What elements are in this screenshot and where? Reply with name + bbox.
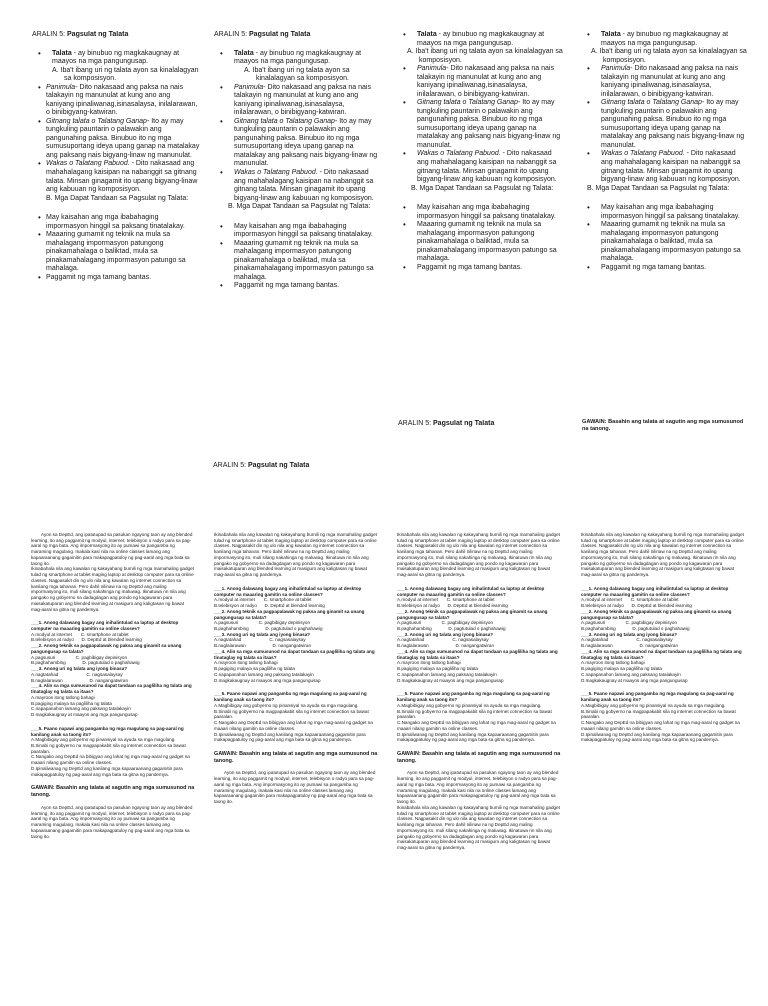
text-line: C.Nangako ang DepEd na bibigyan ang lahat ng mga mag-aaral ng gadget na maaari nilang gamitin sa online classes. bbox=[397, 720, 556, 731]
text-line: - Ito ay may tungkuling pauntarin o palawakin ang pangunahing paksa. Binubuo ito ng mga sumusuportang ideya upang ganap na matalakay ang paksang nais bigyang-linaw ng manunulat. bbox=[601, 99, 745, 149]
text-line: Panimula bbox=[234, 83, 264, 91]
text-line: ___4. Alin sa mga sumusunod na dapat tandaan sa pagliliha ng talata ang tinataglay ng talata sa itaas? bbox=[581, 648, 742, 660]
text-line: - Dito nakasaad ang mahahalagang kaisipan na nabanggit sa gitnang talata. Minsan ginagamit ito upang bigyang-linaw ang kabuuan ng komposisyon. bbox=[417, 150, 557, 184]
text-line: - ay binubuo ng magkakaugnay at maayos na mga pangungusap. bbox=[234, 49, 362, 66]
tip-item: • Maaaring gumamit ng teknik na mula sa mahalagang impormasyon patungong pinakamahalaga o baliktad, mula sa pinakamahalagang impormasyon patungo sa mahalaga. bbox=[581, 221, 749, 264]
text-line: - Dito nakasaad ang mahahalagang kaisipan na nabanggit sa gitnang talata. Minsan ginagamit ito upang bigyang-linaw ang kabuuan ng komposisyon. bbox=[234, 168, 374, 202]
talata-definition bbox=[581, 31, 749, 48]
wakas-item bbox=[581, 150, 749, 184]
text-line: B.pagiging malaya sa pagliliha ng talata bbox=[31, 700, 112, 706]
text-line: B.naglalarawan D. nangangatwiran bbox=[31, 677, 129, 683]
text-line: - ay binubuo ng magkakaugnay at maayos na mga pangungusap. bbox=[601, 31, 729, 47]
text-line: A.Magbibigay ang gobyerno ng pinansiyal na ayuda sa mga magulang. bbox=[581, 702, 726, 708]
outline-column-1 bbox=[32, 31, 200, 381]
text-line: Wakas o Talatang Pabuod. bbox=[601, 150, 685, 158]
text-line: A.Magbibigay ang gobyerno ng pinansiyal na ayuda sa mga magulang. bbox=[397, 702, 542, 708]
text-line: ARALIN 5: bbox=[213, 462, 249, 469]
text-line: ___1. Anong dalawang bagay ang inihalintulad sa laptop at desktop computer na maaaring gamitin sa online classes? bbox=[397, 585, 545, 597]
tip-item: • Paggamit ng mga tamang bantas. bbox=[32, 274, 200, 283]
text-line: Wakas o Talatang Pabuod. bbox=[417, 150, 501, 158]
text-line: B.telebisyon at radyo D. DepEd at blended learning bbox=[581, 603, 692, 609]
text-line: - Dito nakasaad ang paksa na nais talakayin ng manunulat at kung ano ang kaniyang ipinaliwanag,isinasalaysa, inilalarawan, o binibigyang-katwiran. bbox=[234, 83, 371, 117]
text-line: Panimula bbox=[46, 83, 76, 91]
lesson-header bbox=[214, 31, 382, 40]
text-line: ___4. Alin sa mga sumusunod na dapat tandaan sa pagliliha ng talata ang tinataglay ng talata sa itaas? bbox=[214, 648, 375, 660]
text-line: A.modyul at internet C. smartphone at tablet bbox=[214, 597, 312, 603]
text-line: D.Ipinaliwanag ng DepEd ang kanilang mga kapaaraanang gagamitin para makapagpatuloy ng pag-aaral ang mga bata sa gitna ng pandemya. bbox=[214, 731, 366, 743]
passage-p2: Ikinabahala nila ang kawalan ng kakayahang bumili ng mga mamahaling gadget tulad ng smartphone at tablet maging laptop at desktop computer para sa online classes. Nagpasakit din ng ulo nila ang kawalan ng internet connection sa kanilang mga tahanan. Pero dahil nilinaw na ng DepEd ang maling impormasyong ito, muli silang nakahinga ng maluwag. Ikinatuwa rin nila ang pangako ng gobyerno na dadagdagan ang pondo ng kagawaran para maisakatuparan ang blended learning at masiguro ang kaligtasan ng bawat mag-aaral sa gitna ng pandemya. bbox=[31, 566, 194, 612]
text-line: GAWAIN: Basahin ang talata at sagutin ang mga sumusunod na tanong. bbox=[397, 750, 561, 764]
text-line: - Ito ay may tungkuling pauntarin o palawakin ang pangunahing paksa. Binubuo ito ng mga sumusuportang ideya upang ganap na matalakay ang paksang nais bigyang-linaw ng manunulat. bbox=[417, 99, 561, 149]
text-line: ___2. Anong teknik sa pagpapalawak ng paksa ang ginamit sa unang pangungusap sa talata? bbox=[581, 608, 732, 620]
text-line: - Dito nakasaad ang mahahalagang kaisipan na nabanggit sa gitnang talata. Minsan ginagamit ito upang bigyang-linaw ang kabuuan ng komposisyon. bbox=[601, 150, 741, 184]
panimula-item bbox=[32, 84, 200, 118]
text-line: Gitnang talata o Talatang Ganap bbox=[46, 117, 147, 125]
text-line: C.Nangako ang DepEd na bibigyan ang lahat ng mga mag-aaral ng gadget na maaari nilang gamitin sa online classes. bbox=[31, 754, 190, 766]
text-line: C.Nangako ang DepEd na bibigyan ang lahat ng mga mag-aaral ng gadget na maaari nilang gamitin sa online classes. bbox=[214, 720, 373, 731]
point-b: B. Mga Dapat Tandaan sa Pagsulat ng Talata: bbox=[228, 203, 371, 211]
text-line: Talata bbox=[601, 31, 621, 38]
text-line: Talata bbox=[52, 49, 72, 57]
text-line: - Dito nakasaad ang paksa na nais talakayin ng manunulat at kung ano ang kaniyang ipinaliwanag,isinasalaysa, inilalarawan, o binibigyang-katwiran. bbox=[601, 65, 738, 98]
outline-column-3 bbox=[397, 31, 565, 361]
text-line: B.paghahambing D. pagtutulad o paghahawig bbox=[397, 626, 506, 632]
text-line: ___2. Anong teknik sa pagpapalawak ng paksa ang ginamit sa unang pangungusap sa talata? bbox=[397, 608, 548, 620]
text-line: ___5. Paano napawi ang pangamba ng mga magulang sa pag-aaral ng kanilang anak sa taong ito? bbox=[397, 691, 550, 703]
text-line: Wakas o Talatang Pabuod. bbox=[46, 160, 130, 168]
text-line: ___2. Anong teknik sa pagpapalawak ng paksa ang ginamit sa unang pangungusap sa talata? bbox=[214, 608, 365, 620]
text-line: A.Magbibigay ang gobyerno ng pinansiyal na ayuda sa mga magulang. bbox=[214, 702, 359, 708]
question-5: ___5. Paano napawi ang pangamba ng mga magulang sa pag-aaral ng kanilang anak sa taong ito? bbox=[31, 725, 184, 737]
text-line: A.mayroon itong tatlong bahagi bbox=[214, 660, 278, 666]
text-line: Pagsulat ng Talata bbox=[248, 462, 310, 469]
quiz-column-2 bbox=[214, 532, 378, 1006]
text-line: A.nagtatahad C. nagsasalaysay bbox=[31, 671, 123, 677]
question-1: ___1. Anong dalawang bagay ang inihalintulad sa laptop at desktop computer na maaaring gamitin sa online classes? bbox=[31, 620, 179, 632]
text-line: Ayon sa DepEd, ang ipatutupad sa pasukan ngayong taon ay ang blended learning, ito ang paggamit ng modyul, internet, telebisyon o radyo para sa pag-aaral ng mga bata. Ang impormasyong ito ay pumawi sa pangamba ng maraming magulang. Inakala kasi nila na online classes lamang ang kapaaraanang gagamitin para makapagpatuloy ng pag-aaral ang mga bata sa taong ito. bbox=[31, 804, 193, 839]
tip-item: • Paggamit ng mga tamang bantas. bbox=[397, 264, 565, 273]
text-line: Gitnang talata o Talatang Ganap bbox=[417, 99, 518, 107]
tip-item: • Paggamit ng mga tamang bantas. bbox=[214, 282, 382, 291]
point-a: A. Iba't ibang uri ng talata ayon sa kinalalagyan sa komposisyon. bbox=[52, 66, 199, 83]
text-line: Gitnang talata o Talatang Ganap bbox=[234, 117, 335, 125]
quiz-column-4 bbox=[581, 532, 745, 792]
quiz-column-1 bbox=[31, 532, 195, 1006]
text-line: - Dito nakasaad ang paksa na nais talakayin ng manunulat at kung ano ang kaniyang ipinaliwanag,isinasalaysa, inilalarawan, o binibigyang-katwiran. bbox=[417, 65, 554, 98]
text-line: Pagsulat ng Talata bbox=[433, 420, 495, 427]
text-line: Gitnang talata o Talatang Ganap bbox=[601, 99, 702, 107]
text-line: Ikinabahala nila ang kawalan ng kakayahang bumili ng mga mamahaling gadget tulad ng smartphone at tablet maging laptop at desktop computer para sa online classes. Nagpasakit din ng ulo nila ang kawalan ng internet connection sa kanilang mga tahanan. Pero dahil nilinaw na ng DepEd ang maling impormasyong ito, muli silang nakahinga ng maluwag. Ikinatuwa rin nila ang pangako ng gobyerno na dadagdagan ang pondo ng kagawaran para maisakatuparan ang blended learning at masiguro ang kaligtasan ng bawat mag-aaral sa gitna ng pandemya. bbox=[397, 804, 560, 851]
text-line: D.Ipinaliwanag ng DepEd ang kanilang mga kapaaraanang gagamitin para makapagpatuloy ng pag-aaral ang mga bata sa gitna ng pandemya. bbox=[581, 731, 733, 743]
point-b: B. Mga Dapat Tandaan sa Pagsulat ng Talata: bbox=[46, 194, 189, 202]
text-line: ARALIN 5: bbox=[398, 420, 434, 427]
text-line: ___3. Anong uri ng talata ang iyong binasa? bbox=[581, 631, 678, 637]
point-b: B. Mga Dapat Tandaan sa Pagsulat ng Talata: bbox=[587, 184, 730, 192]
panimula-item bbox=[214, 84, 382, 118]
text-line: Ikinabahala nila ang kawalan ng kakayahang bumili ng mga mamahaling gadget tulad ng smartphone at tablet maging laptop at desktop computer para sa online classes. Nagpasakit din ng ulo nila ang kawalan ng internet connection sa kanilang mga tahanan. Pero dahil nilinaw na ng DepEd ang maling impormasyong ito, muli silang nakahinga ng maluwag. Ikinatuwa rin nila ang pangako ng gobyerno na dadagdagan ang pondo ng kagawaran para maisakatuparan ang blended learning at masiguro ang kaligtasan ng bawat mag-aaral sa gitna ng pandemya. bbox=[397, 532, 560, 578]
text-line: Wakas o Talatang Pabuod. bbox=[234, 168, 318, 176]
text-line: B.Sinabi ng gobyerno na magpapakabit sila ng internet connection sa bawat paaralan. bbox=[31, 742, 186, 754]
outline-column-4 bbox=[581, 31, 749, 361]
text-line: - Dito nakasaad ang mahahalagang kaisipan na nabanggit sa gitnang talata. Minsan ginagamit ito upang bigyang-linaw ang kabuuan ng komposisyon. bbox=[46, 160, 198, 194]
text-line: Pagsulat ng Talata bbox=[67, 31, 129, 38]
text-line: B.Sinabi ng gobyerno na magpapakabit sila ng internet connection sa bawat paaralan. bbox=[214, 708, 369, 720]
wakas-item bbox=[214, 169, 382, 203]
text-line: - Ito ay may tungkuling pauntarin o palawakin ang pangunahing paksa. Binubuo ito ng mga sumusuportang ideya upang ganap na matalakay ang paksang nais bigyang-linaw ng manunulat. bbox=[234, 117, 378, 168]
text-line: A.nagtatahad C. nagsasalaysay bbox=[397, 637, 489, 643]
panimula-item bbox=[397, 65, 565, 99]
text-line: A.nagtatahad C. nagsasalaysay bbox=[214, 637, 306, 643]
text-line: A.mayroon itong tatlong bahagi bbox=[581, 660, 645, 666]
text-line: A.pagsusuri C. pagbibigay depinisyon bbox=[397, 620, 494, 626]
text-line: B.pagiging malaya sa pagliliha ng talata bbox=[397, 666, 478, 672]
text-line: Ayon sa DepEd, ang ipatutupad sa pasukan ngayong taon ay ang blended learning, ito ang paggamit ng modyul, internet, telebisyon o radyo para sa pag-aaral ng mga bata. Ang impormasyong ito ay pumawi sa pangamba ng maraming magulang. Inakala kasi nila na online classes lamang ang kapaaraanang gagamitin para makapagpatuloy ng pag-aaral ang mga bata sa taong ito. bbox=[214, 770, 376, 805]
tip-item: • May kaisahan ang mga ibabahaging impormasyon hinggil sa paksang tinatalakay. bbox=[214, 223, 382, 240]
text-line: C.Nangako ang DepEd na bibigyan ang lahat ng mga mag-aaral ng gadget na maaari nilang gamitin sa online classes. bbox=[581, 720, 740, 731]
text-line: B.telebisyon at radyo D. DepEd at blended learning bbox=[397, 603, 508, 609]
point-b: B. Mga Dapat Tandaan sa Pagsulat ng Talata: bbox=[411, 184, 554, 192]
gitna-item bbox=[397, 99, 565, 150]
text-line: B.naglalarawan D. nangangatwiran bbox=[214, 643, 312, 649]
tip-item: • Paggamit ng mga tamang bantas. bbox=[581, 264, 749, 273]
passage-p1: Ayon sa DepEd, ang ipatutupad sa pasukan ngayong taon ay ang blended learning, ito ang paggamit ng modyul, internet, telebisyon o radyo para sa pag-aaral ng mga bata. Ang impormasyong ito ay pumawi sa pangamba ng maraming magulang. Inakala kasi nila na online classes lamang ang kapaaraanang gagamitin para makapagpatuloy ng pag-aaral ang mga bata sa taong ito. bbox=[31, 532, 193, 566]
talata-definition bbox=[214, 50, 382, 67]
text-line: D.magkakaugnay at maayos ang mga pangungusap bbox=[31, 712, 138, 718]
point-a: A. Iba't ibang uri ng talata ayon sa kinalalagyan sa komposisyon. bbox=[244, 66, 350, 83]
text-line: D.magkakaugnay at maayos ang mga pangungusap bbox=[581, 677, 688, 683]
text-line: Talata bbox=[234, 49, 254, 57]
text-line: A.pagsusuri C. pagbibigay depinisyon bbox=[214, 620, 311, 626]
text-line: C.napapanahon lamang ang paksang tatalakayin bbox=[31, 706, 131, 712]
lesson-header-3 bbox=[398, 420, 568, 429]
text-line: C.napapanahon lamang ang paksang tatalakayin bbox=[214, 671, 314, 677]
point-a: A. Iba't ibang uri ng talata ayon sa kinalalagyan sa komposisyon. bbox=[407, 48, 563, 64]
text-line: - Dito nakasaad ang paksa na nais talakayin ng manunulat at kung ano ang kaniyang ipinaliwanag,isinasalaysa, inilalarawan, o binibigyang-katwiran. bbox=[46, 83, 198, 117]
talata-definition bbox=[32, 50, 200, 67]
text-line: B.naglalarawan D. nangangatwiran bbox=[397, 643, 495, 649]
text-line: Ikinabahala nila ang kawalan ng kakayahang bumili ng mga mamahaling gadget tulad ng smartphone at tablet maging laptop at desktop computer para sa online classes. Nagpasakit din ng ulo nila ang kawalan ng internet connection sa kanilang mga tahanan. Pero dahil nilinaw na ng DepEd ang maling impormasyong ito, muli silang nakahinga ng maluwag. Ikinatuwa rin nila ang pangako ng gobyerno na dadagdagan ang pondo ng kagawaran para maisakatuparan ang blended learning at masiguro ang kaligtasan ng bawat mag-aaral sa gitna ng pandemya. bbox=[214, 532, 377, 578]
text-line: A.Magbibigay ang gobyerno ng pinansiyal na ayuda sa mga magulang. bbox=[31, 737, 176, 743]
text-line: - ay binubuo ng magkakaugnay at maayos na mga pangungusap. bbox=[52, 49, 180, 66]
text-line: ARALIN 5: bbox=[214, 31, 250, 38]
lesson-header bbox=[32, 31, 200, 40]
outline-column-2 bbox=[214, 31, 382, 381]
text-line: ___3. Anong uri ng talata ang iyong binasa? bbox=[214, 631, 311, 637]
wakas-item bbox=[32, 160, 200, 194]
text-line: A.modyul at internet C. smartphone at tablet bbox=[397, 597, 495, 603]
tip-item: • May kaisahan ang mga ibabahaging impormasyon hinggil sa paksang tinatalakay. bbox=[581, 204, 749, 221]
tip-item: • Maaaring gumamit ng teknik na mula sa mahalagang impormasyon patungong pinakamahalaga o baliktad, mula sa pinakamahalagang impormasyon patungo sa mahalaga. bbox=[397, 221, 565, 264]
text-line: A.mayroon itong tatlong bahagi bbox=[397, 660, 461, 666]
text-line: C.napapanahon lamang ang paksang tatalakayin bbox=[581, 671, 681, 677]
text-line: ___4. Alin sa mga sumusunod na dapat tandaan sa pagliliha ng talata ang tinataglay ng talata sa itaas? bbox=[397, 648, 558, 660]
text-line: B.telebisyon at radyo D. DepEd at blended learning bbox=[214, 603, 325, 609]
lesson-header-2 bbox=[213, 462, 383, 471]
text-line: Panimula bbox=[601, 65, 631, 73]
text-line: ARALIN 5: bbox=[32, 31, 68, 38]
text-line: B.paghahambing D. pagtutulad o paghahawig bbox=[31, 660, 140, 666]
tip-item: • Maaaring gumamit ng teknik na mula sa mahalagang impormasyon patungong pinakamahalaga o baliktad, mula sa pinakamahalagang impormasyon patungo sa mahalaga. bbox=[32, 231, 200, 274]
quiz-column-3 bbox=[397, 532, 561, 1006]
gawain-label: GAWAIN: Basahin ang talata at sagutin ang mga sumusunod na tanong. bbox=[31, 785, 195, 799]
gitna-item bbox=[32, 118, 200, 161]
gitna-item bbox=[214, 118, 382, 169]
text-line: Talata bbox=[417, 31, 437, 38]
question-3: ___3. Anong uri ng talata ang iyong binasa? bbox=[31, 666, 128, 672]
text-line: D.Ipinaliwanag ng DepEd ang kanilang mga kapaaraanang gagamitin para makapagpatuloy ng pag-aaral ang mga bata sa gitna ng pandemya. bbox=[397, 731, 549, 743]
text-line: ___1. Anong dalawang bagay ang inihalintulad sa laptop at desktop computer na maaaring gamitin sa online classes? bbox=[214, 585, 362, 597]
text-line: B.Sinabi ng gobyerno na magpapakabit sila ng internet connection sa bawat paaralan. bbox=[397, 708, 552, 720]
text-line: B.paghahambing D. pagtutulad o paghahawig bbox=[214, 626, 323, 632]
text-line: D.magkakaugnay at maayos ang mga pangungusap bbox=[397, 677, 504, 683]
text-line: B.naglalarawan D. nangangatwiran bbox=[581, 643, 679, 649]
text-line: A.mayroon itong tatlong bahagi bbox=[31, 694, 95, 700]
text-line: C.napapanahon lamang ang paksang tatalakayin bbox=[397, 671, 497, 677]
text-line: ___5. Paano napawi ang pangamba ng mga magulang sa pag-aaral ng kanilang anak sa taong ito? bbox=[581, 691, 734, 703]
text-line: A.modyul at internet C. smartphone at tablet bbox=[31, 631, 129, 637]
text-line: A.modyul at internet C. smartphone at tablet bbox=[581, 597, 679, 603]
text-line: Pagsulat ng Talata bbox=[249, 31, 311, 38]
gawain-header-top: GAWAIN: Basahin ang talata at sagutin ang mga sumusunod na tanong. bbox=[582, 419, 744, 432]
tip-item: • May kaisahan ang mga ibabahaging impormasyon hinggil sa paksang tinatalakay. bbox=[397, 204, 565, 221]
text-line: ___3. Anong uri ng talata ang iyong binasa? bbox=[397, 631, 494, 637]
text-line: Ikinabahala nila ang kawalan ng kakayahang bumili ng mga mamahaling gadget tulad ng smartphone at tablet maging laptop at desktop computer para sa online classes. Nagpasakit din ng ulo nila ang kawalan ng internet connection sa kanilang mga tahanan. Pero dahil nilinaw na ng DepEd ang maling impormasyong ito, muli silang nakahinga ng maluwag. Ikinatuwa rin nila ang pangako ng gobyerno na dadagdagan ang pondo ng kagawaran para maisakatuparan ang blended learning at masiguro ang kaligtasan ng bawat mag-aaral sa gitna ng pandemya. bbox=[581, 532, 744, 578]
text-line: B.telebisyon at radyo D. DepEd at blended learning bbox=[31, 637, 142, 643]
talata-definition bbox=[397, 31, 565, 48]
text-line: ___5. Paano napawi ang pangamba ng mga magulang sa pag-aaral ng kanilang anak sa taong ito? bbox=[214, 691, 367, 703]
tip-item: • Maaaring gumamit ng teknik na mula sa mahalagang impormasyon patungong pinakamahalaga o baliktad, mula sa pinakamahalagang impormasyon patungo sa mahalaga. bbox=[214, 240, 382, 283]
text-line: A.pagsusuri C. pagbibigay depinisyon bbox=[581, 620, 678, 626]
text-line: ___1. Anong dalawang bagay ang inihalintulad sa laptop at desktop computer na maaaring gamitin sa online classes? bbox=[581, 585, 729, 597]
text-line: D.Ipinaliwanag ng DepEd ang kanilang mga kapaaraanang gagamitin para makapagpatuloy ng pag-aaral ang mga bata sa gitna ng pandemya. bbox=[31, 765, 183, 777]
question-4: ___4. Alin sa mga sumusunod na dapat tandaan sa pagliliha ng talata ang tinataglay ng talata sa itaas? bbox=[31, 683, 192, 695]
text-line: B.pagiging malaya sa pagliliha ng talata bbox=[214, 666, 295, 672]
text-line: B.pagiging malaya sa pagliliha ng talata bbox=[581, 666, 662, 672]
text-line: - Ito ay may tungkuling pauntarin o palawakin ang pangunahing paksa. Binubuo ito ng mga sumusuportang ideya upang ganap na matalakay ang paksang nais bigyang-linaw ng manunulat. bbox=[46, 117, 200, 159]
text-line: Ayon sa DepEd, ang ipatutupad sa pasukan ngayong taon ay ang blended learning, ito ang paggamit ng modyul, internet, telebisyon o radyo para sa pag-aaral ng mga bata. Ang impormasyong ito ay pumawi sa pangamba ng maraming magulang. Inakala kasi nila na online classes lamang ang kapaaraanang gagamitin para makapagpatuloy ng pag-aaral ang mga bata sa taong ito. bbox=[397, 770, 559, 805]
panimula-item bbox=[581, 65, 749, 99]
text-line: A.pagsusuri C. pagbibigay depinisyon bbox=[31, 654, 128, 660]
tip-item: • May kaisahan ang mga ibabahaging impormasyon hinggil sa paksang tinatalakay. bbox=[32, 214, 200, 231]
question-2: ___2. Anong teknik sa pagpapalawak ng paksa ang ginamit sa unang pangungusap sa talata? bbox=[31, 643, 182, 654]
text-line: B.paghahambing D. pagtutulad o paghahawig bbox=[581, 626, 690, 632]
text-line: GAWAIN: Basahin ang talata at sagutin ang mga sumusunod na tanong. bbox=[214, 750, 378, 764]
text-line: B.Sinabi ng gobyerno na magpapakabit sila ng internet connection sa bawat paaralan. bbox=[581, 708, 736, 720]
text-line: A.nagtatahad C. nagsasalaysay bbox=[581, 637, 673, 643]
text-line: - ay binubuo ng magkakaugnay at maayos na mga pangungusap. bbox=[417, 31, 545, 47]
text-line: D.magkakaugnay at maayos ang mga pangungusap bbox=[214, 677, 321, 683]
point-a: A. Iba't ibang uri ng talata ayon sa kinalalagyan sa komposisyon. bbox=[591, 48, 747, 64]
wakas-item bbox=[397, 150, 565, 184]
gitna-item bbox=[581, 99, 749, 150]
text-line: Panimula bbox=[417, 65, 447, 73]
